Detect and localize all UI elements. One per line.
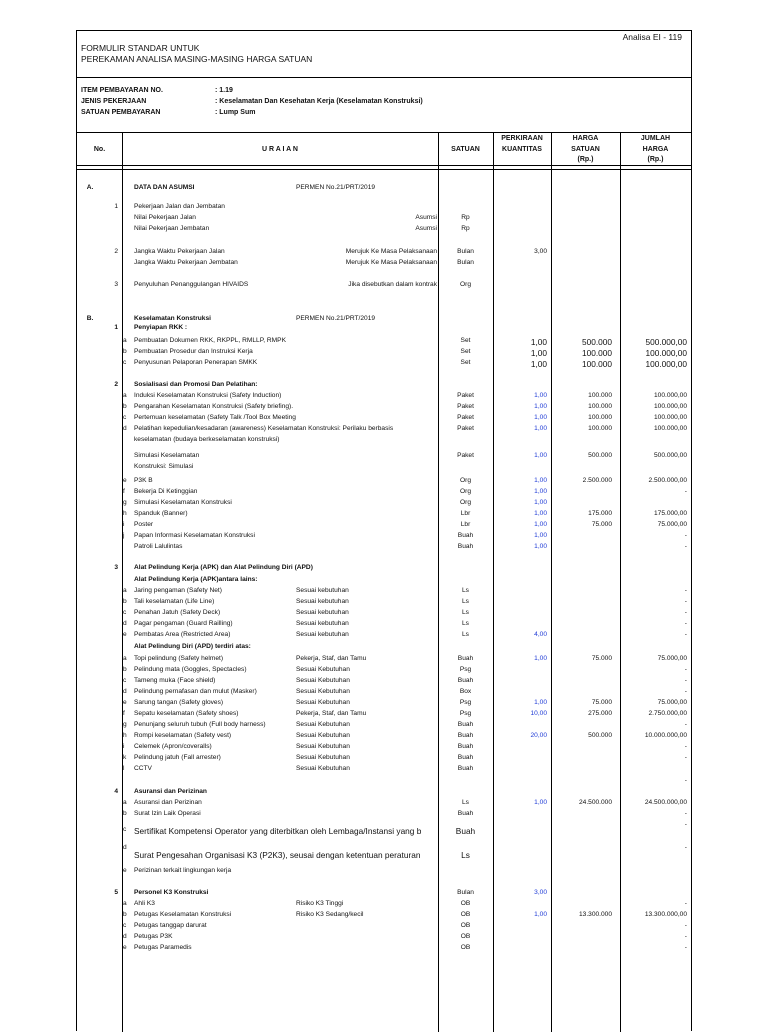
row-quantity: 1,00 (534, 510, 547, 517)
row-quantity: 1,00 (534, 655, 547, 662)
row-description: Penunjang seluruh tubuh (Full body harness) (134, 721, 266, 728)
col-header-jumlah-line-1: JUMLAH (640, 135, 671, 142)
row-description: Sertifikat Kompetensi Operator yang diterbitkan oleh Lembaga/Instansi yang b (134, 826, 422, 836)
row-unit: Ls (462, 799, 469, 806)
row-description: Sepatu keselamatan (Safety shoes) (134, 710, 239, 717)
meta-value-jenis: : Keselamatan Dan Kesehatan Kerja (Keselamatan Konstruksi) (215, 98, 423, 105)
row-total-price: 24.500.000,00 (644, 799, 687, 806)
col-header-harga-line-2: SATUAN (571, 145, 600, 153)
row-unit: Set (460, 348, 471, 355)
row-note: Sesuai Kebutuhan (296, 688, 350, 695)
row-description: Petugas P3K (134, 933, 173, 940)
row-total-price: - (684, 666, 687, 673)
row-description: Penahan Jatuh (Safety Deck) (134, 609, 221, 616)
row-unit: Buah (457, 754, 474, 761)
row-sub-letter: a (123, 587, 127, 594)
row-description: Penyiapan RKK : (134, 324, 188, 331)
row-number: 4 (114, 788, 118, 795)
row-description: Jaring pengaman (Safety Net) (134, 587, 222, 594)
col-divider-no (122, 132, 123, 1032)
row-total-price: 500.000,00 (653, 452, 687, 459)
row-number: 2 (114, 381, 118, 388)
row-description: Simulasi Keselamatan (134, 452, 200, 459)
col-header-kuantitas-line-2: KUANTITAS (502, 145, 542, 153)
row-description: Pelatihan kepedulian/kesadaran (awareness) Keselamatan Konstruksi: Perilaku berbasis (134, 425, 394, 432)
row-sub-letter: c (123, 609, 127, 616)
row-quantity: 1,00 (534, 488, 547, 495)
row-remark: Asumsi (415, 214, 437, 221)
row-description: Patroli Lalulintas (134, 543, 183, 550)
document-reference: Analisa EI - 119 (622, 32, 682, 42)
row-unit: Ls (462, 631, 469, 638)
row-quantity: 1,00 (530, 359, 547, 369)
row-total-price: - (684, 609, 687, 616)
row-unit: Set (460, 359, 471, 366)
analysis-sheet (76, 30, 692, 1031)
row-description: Alat Pelindung Kerja (APK) dan Alat Pelindung Diri (APD) (134, 564, 313, 571)
row-description: Jangka Waktu Pekerjaan Jembatan (134, 259, 238, 266)
row-description: Pertemuan keselamatan (Safety Talk /Tool Box Meeting (134, 414, 296, 421)
row-remark: Asumsi (415, 225, 437, 232)
row-sub-letter: h (123, 510, 127, 517)
row-sub-letter: g (123, 721, 127, 728)
title-divider (77, 77, 691, 78)
row-description: Surat Pengesahan Organisasi K3 (P2K3), seusai dengan ketentuan peraturan (134, 850, 421, 860)
row-quantity: 1,00 (530, 348, 547, 358)
row-sub-letter: h (123, 732, 127, 739)
row-unit-price: 100.000 (588, 414, 612, 421)
row-unit: Org (460, 499, 471, 506)
row-sub-letter: a (123, 392, 127, 399)
row-quantity: 1,00 (534, 911, 547, 918)
row-total-price: 75.000,00 (657, 521, 687, 528)
row-description: Rompi keselamatan (Safety vest) (134, 732, 232, 739)
row-description: Perizinan terkait lingkungan kerja (134, 867, 232, 874)
row-sub-letter: i (123, 521, 125, 528)
row-total-price: - (684, 587, 687, 594)
row-unit-price: 100.000 (582, 348, 612, 358)
row-total-price: - (684, 944, 687, 951)
row-total-price: - (684, 900, 687, 907)
row-number: B. (86, 315, 94, 322)
row-sub-letter: b (123, 911, 127, 918)
row-unit: Buah (457, 810, 474, 817)
row-quantity: 1,00 (530, 337, 547, 347)
row-sub-letter: a (123, 655, 127, 662)
row-number: 1 (114, 324, 118, 331)
row-unit: OB (460, 911, 471, 918)
row-sub-letter: b (123, 403, 127, 410)
row-unit: Bulan (457, 248, 474, 255)
row-note: Sesuai kebutuhan (296, 598, 349, 605)
row-total-price: - (684, 844, 687, 851)
row-description: Asuransi dan Perizinan (134, 799, 202, 806)
row-description: Konstruksi: Simulasi (134, 463, 194, 470)
row-total-price: 2.750.000,00 (648, 710, 687, 717)
row-description: Induksi Keselamatan Konstruksi (Safety Induction) (134, 392, 282, 399)
row-total-price: - (684, 777, 687, 784)
row-description: keselamatan (budaya berkeselamatan konstruksi) (134, 436, 280, 443)
row-note: Sesuai Kebutuhan (296, 677, 350, 684)
row-quantity: 1,00 (534, 532, 547, 539)
row-unit: Paket (457, 392, 474, 399)
row-unit-price: 100.000 (588, 403, 612, 410)
row-total-price: 100.000,00 (653, 392, 687, 399)
row-sub-letter: e (123, 477, 127, 484)
row-description: Tali keselamatan (Life Line) (134, 598, 215, 605)
row-description: Alat Pelindung Kerja (APK)antara lains: (134, 576, 258, 583)
row-quantity: 1,00 (534, 452, 547, 459)
row-description: Topi pelindung (Safety helmet) (134, 655, 224, 662)
col-header-satuan: SATUAN (451, 146, 480, 153)
row-total-price: - (684, 532, 687, 539)
row-sub-letter: d (123, 933, 127, 940)
row-unit-price: 100.000 (582, 359, 612, 369)
col-divider-harga (620, 132, 621, 1032)
row-total-price: - (684, 810, 687, 817)
row-description: Pagar pengaman (Guard Railling) (134, 620, 233, 627)
row-total-price: - (684, 631, 687, 638)
row-note: Sesuai Kebutuhan (296, 743, 350, 750)
row-total-price: 10.000.000,00 (644, 732, 687, 739)
row-quantity: 1,00 (534, 392, 547, 399)
row-total-price: 100.000,00 (653, 425, 687, 432)
row-unit: OB (460, 933, 471, 940)
row-description: Pelindung mata (Goggles, Spectacles) (134, 666, 247, 673)
row-unit: Ls (462, 587, 469, 594)
row-unit: Rp (461, 214, 470, 221)
row-total-price: - (684, 620, 687, 627)
col-header-uraian: U R A I A N (262, 146, 298, 153)
row-quantity: 3,00 (534, 248, 547, 255)
row-unit: Org (460, 281, 471, 288)
row-sub-letter: f (123, 488, 125, 495)
col-divider-uraian (438, 132, 439, 1032)
row-quantity: 1,00 (534, 543, 547, 550)
row-note: Sesuai kebutuhan (296, 587, 349, 594)
col-header-harga-line-1: HARGA (572, 135, 599, 142)
row-description: Sarung tangan (Safety gloves) (134, 699, 224, 706)
row-unit: Paket (457, 414, 474, 421)
row-quantity: 1,00 (534, 521, 547, 528)
col-divider-satuan (493, 132, 494, 1032)
row-unit: Paket (457, 452, 474, 459)
row-sub-letter: d (123, 844, 127, 851)
row-description: Pelindung pernafasan dan mulut (Masker) (134, 688, 257, 695)
form-title-line-2: PEREKAMAN ANALISA MASING-MASING HARGA SATUAN (81, 54, 313, 64)
row-quantity: 1,00 (534, 799, 547, 806)
row-unit: Ls (462, 598, 469, 605)
row-description: Pelindung jatuh (Fall arrester) (134, 754, 221, 761)
row-quantity: 1,00 (534, 414, 547, 421)
row-remark: Merujuk Ke Masa Pelaksanaan (345, 259, 437, 266)
row-unit-price: 13.300.000 (578, 911, 612, 918)
row-description: Sosialisasi dan Promosi Dan Pelatihan: (134, 381, 258, 388)
row-description: Penyuluhan Penanggulangan HIVAIDS (134, 281, 249, 288)
row-sub-letter: a (123, 799, 127, 806)
row-sub-letter: b (123, 598, 127, 605)
row-unit-price: 500.000 (588, 452, 612, 459)
row-description: CCTV (134, 765, 152, 772)
row-unit: Psg (459, 699, 472, 706)
row-note: Sesuai Kebutuhan (296, 699, 350, 706)
row-total-price: - (684, 677, 687, 684)
row-number: 3 (114, 564, 118, 571)
table-top-border (77, 132, 691, 133)
row-total-price: - (684, 821, 687, 828)
row-description: Ahli K3 (134, 900, 155, 907)
row-unit: Buah (457, 543, 474, 550)
row-unit: Buah (457, 532, 474, 539)
col-header-kuantitas (493, 134, 551, 155)
col-header-harga-satuan (551, 134, 620, 166)
row-sub-letter: c (123, 922, 127, 929)
row-description: Petugas Keselamatan Konstruksi (134, 911, 232, 918)
row-unit: Psg (459, 666, 472, 673)
row-note: Sesuai kebutuhan (296, 609, 349, 616)
row-total-price: - (684, 688, 687, 695)
col-divider-kuantitas (551, 132, 552, 1032)
row-number: 5 (114, 889, 118, 896)
row-note: Sesuai Kebutuhan (296, 765, 350, 772)
row-description: Petugas Paramedis (134, 944, 192, 951)
meta-value-satuan: : Lump Sum (215, 109, 256, 116)
row-sub-letter: d (123, 620, 127, 627)
row-sub-letter: l (123, 765, 125, 772)
row-description: Petugas tanggap darurat (134, 922, 207, 929)
row-unit-price: 100.000 (588, 425, 612, 432)
row-unit: OB (460, 944, 471, 951)
row-total-price: - (684, 598, 687, 605)
row-sub-letter: c (123, 359, 127, 366)
meta-label-jenis: JENIS PEKERJAAN (81, 98, 147, 105)
row-remark: Merujuk Ke Masa Pelaksanaan (345, 248, 437, 255)
row-number: A. (86, 184, 94, 191)
table-header-bottom-double (77, 169, 691, 170)
row-unit-price: 175.000 (588, 510, 612, 517)
meta-label-item: ITEM PEMBAYARAN NO. (81, 87, 163, 94)
row-unit-price: 75.000 (591, 699, 612, 706)
row-unit-price: 275.000 (588, 710, 612, 717)
row-description: Penyusunan Pelaporan Penerapan SMKK (134, 359, 258, 366)
row-description: Nilai Pekerjaan Jalan (134, 214, 196, 221)
row-description: Surat Izin Laik Operasi (134, 810, 201, 817)
row-quantity: 4,00 (534, 631, 547, 638)
row-sub-letter: g (123, 499, 127, 506)
col-header-jumlah (620, 134, 691, 166)
col-header-jumlah-line-2: HARGA (642, 145, 669, 153)
row-unit: Buah (457, 732, 474, 739)
row-quantity: 1,00 (534, 403, 547, 410)
row-description: Pembatas Area (Restricted Area) (134, 631, 231, 638)
row-unit-price: 100.000 (588, 392, 612, 399)
row-sub-letter: e (123, 944, 127, 951)
row-number: 2 (114, 248, 118, 255)
row-description: Poster (134, 521, 154, 528)
row-unit: Psg (459, 710, 472, 717)
row-unit: Ls (462, 609, 469, 616)
row-unit-price: 24.500.000 (578, 799, 612, 806)
row-unit-price: 500.000 (588, 732, 612, 739)
row-sub-letter: c (123, 414, 127, 421)
row-unit: Buah (455, 826, 476, 836)
row-total-price: 100.000,00 (653, 403, 687, 410)
row-description: Jangka Waktu Pekerjaan Jalan (134, 248, 225, 255)
row-unit: OB (460, 900, 471, 907)
row-unit: Bulan (457, 259, 474, 266)
row-description: Personel K3 Konstruksi (134, 889, 209, 896)
row-sub-letter: b (123, 666, 127, 673)
row-unit: OB (460, 922, 471, 929)
row-unit: Ls (462, 620, 469, 627)
row-unit: Buah (457, 721, 474, 728)
row-sub-letter: c (123, 677, 127, 684)
row-sub-letter: d (123, 688, 127, 695)
row-total-price: - (684, 743, 687, 750)
meta-label-satuan: SATUAN PEMBAYARAN (81, 109, 161, 116)
row-unit: Org (460, 488, 471, 495)
row-note: PERMEN No.21/PRT/2019 (296, 184, 376, 191)
row-description: Nilai Pekerjaan Jembatan (134, 225, 210, 232)
row-note: Sesuai Kebutuhan (296, 666, 350, 673)
row-sub-letter: k (123, 754, 127, 761)
row-total-price: - (684, 488, 687, 495)
row-total-price: - (684, 543, 687, 550)
row-unit-price: 75.000 (591, 655, 612, 662)
row-note: Sesuai Kebutuhan (296, 754, 350, 761)
row-unit: Buah (457, 743, 474, 750)
row-sub-letter: c (123, 826, 127, 833)
row-total-price: 175.000,00 (653, 510, 687, 517)
row-quantity: 1,00 (534, 499, 547, 506)
row-quantity: 1,00 (534, 699, 547, 706)
row-total-price: 13.300.000,00 (644, 911, 687, 918)
col-header-kuantitas-line-1: PERKIRAAN (501, 135, 543, 142)
row-note: Risiko K3 Tinggi (296, 900, 344, 907)
row-unit: Buah (457, 765, 474, 772)
row-unit: Lbr (460, 510, 471, 517)
row-description: Spanduk (Banner) (134, 510, 188, 517)
row-sub-letter: e (123, 631, 127, 638)
row-number: 1 (114, 203, 118, 210)
row-total-price: - (684, 922, 687, 929)
row-sub-letter: j (123, 532, 125, 539)
row-sub-letter: d (123, 425, 127, 432)
row-description: Keselamatan Konstruksi (134, 315, 211, 322)
row-quantity: 10,00 (530, 710, 547, 717)
row-total-price: 2.500.000,00 (648, 477, 687, 484)
row-note: Pekerja, Staf, dan Tamu (296, 655, 367, 662)
row-description: Bekerja Di Ketinggian (134, 488, 198, 495)
row-unit: Paket (457, 403, 474, 410)
row-unit: Org (460, 477, 471, 484)
row-description: P3K B (134, 477, 153, 484)
row-description: Pembuatan Prosedur dan Instruksi Kerja (134, 348, 253, 355)
row-unit-price: 2.500.000 (582, 477, 612, 484)
row-sub-letter: e (123, 867, 127, 874)
row-remark: Jika disebutkan dalam kontrak (348, 281, 437, 288)
row-total-price: 75.000,00 (657, 655, 687, 662)
row-number: 3 (114, 281, 118, 288)
row-note: Sesuai kebutuhan (296, 620, 349, 627)
row-description: Simulasi Keselamatan Konstruksi (134, 499, 232, 506)
row-quantity: 20,00 (530, 732, 547, 739)
row-quantity: 3,00 (534, 889, 547, 896)
row-note: PERMEN No.21/PRT/2019 (296, 315, 376, 322)
row-description: Papan Informasi Keselamatan Konstruksi (134, 532, 255, 539)
row-unit: Bulan (457, 889, 474, 896)
row-description: Tameng muka (Face shield) (134, 677, 216, 684)
row-note: Sesuai Kebutuhan (296, 732, 350, 739)
row-unit-price: 75.000 (591, 521, 612, 528)
row-note: Pekerja, Staf, dan Tamu (296, 710, 367, 717)
row-sub-letter: b (123, 348, 127, 355)
row-description: Pekerjaan Jalan dan Jembatan (134, 203, 225, 210)
row-total-price: 100.000,00 (645, 348, 687, 358)
row-unit-price: 500.000 (582, 337, 612, 347)
col-header-jumlah-line-3: (Rp.) (647, 156, 664, 163)
col-header-no: No. (93, 146, 106, 153)
row-unit: Ls (461, 850, 470, 860)
row-note: Sesuai Kebutuhan (296, 721, 350, 728)
row-sub-letter: b (123, 810, 127, 817)
row-description: DATA DAN ASUMSI (134, 184, 195, 191)
row-total-price: 500.000,00 (645, 337, 687, 347)
form-title-line-1: FORMULIR STANDAR UNTUK (81, 43, 200, 53)
row-sub-letter: i (123, 743, 125, 750)
row-sub-letter: e (123, 699, 127, 706)
row-total-price: - (684, 721, 687, 728)
col-header-harga-line-3: (Rp.) (577, 156, 594, 163)
row-description: Pengarahan Keselamatan Konstruksi (Safety briefing). (134, 403, 294, 410)
row-sub-letter: f (123, 710, 125, 717)
row-total-price: - (684, 933, 687, 940)
row-quantity: 1,00 (534, 425, 547, 432)
row-total-price: - (684, 754, 687, 761)
row-unit: Lbr (460, 521, 471, 528)
row-total-price: 100.000,00 (645, 359, 687, 369)
row-description: Celemek (Apron/coveralls) (134, 743, 212, 750)
meta-value-item: : 1.19 (215, 87, 233, 94)
row-description: Alat Pelindung Diri (APD) terdiri atas: (134, 643, 251, 650)
row-total-price: 75.000,00 (657, 699, 687, 706)
row-unit: Set (460, 337, 471, 344)
row-description: Pembuatan Dokumen RKK, RKPPL, RMLLP, RMPK (134, 337, 286, 344)
row-unit: Buah (457, 677, 474, 684)
row-unit: Buah (457, 655, 474, 662)
row-unit: Rp (461, 225, 470, 232)
row-unit: Paket (457, 425, 474, 432)
row-note: Risiko K3 Sedang/kecil (296, 911, 364, 918)
row-sub-letter: a (123, 337, 127, 344)
row-description: Asuransi dan Perizinan (134, 788, 207, 795)
row-total-price: 100.000,00 (653, 414, 687, 421)
row-quantity: 1,00 (534, 477, 547, 484)
row-note: Sesuai kebutuhan (296, 631, 349, 638)
row-unit: Box (459, 688, 472, 695)
row-sub-letter: a (123, 900, 127, 907)
